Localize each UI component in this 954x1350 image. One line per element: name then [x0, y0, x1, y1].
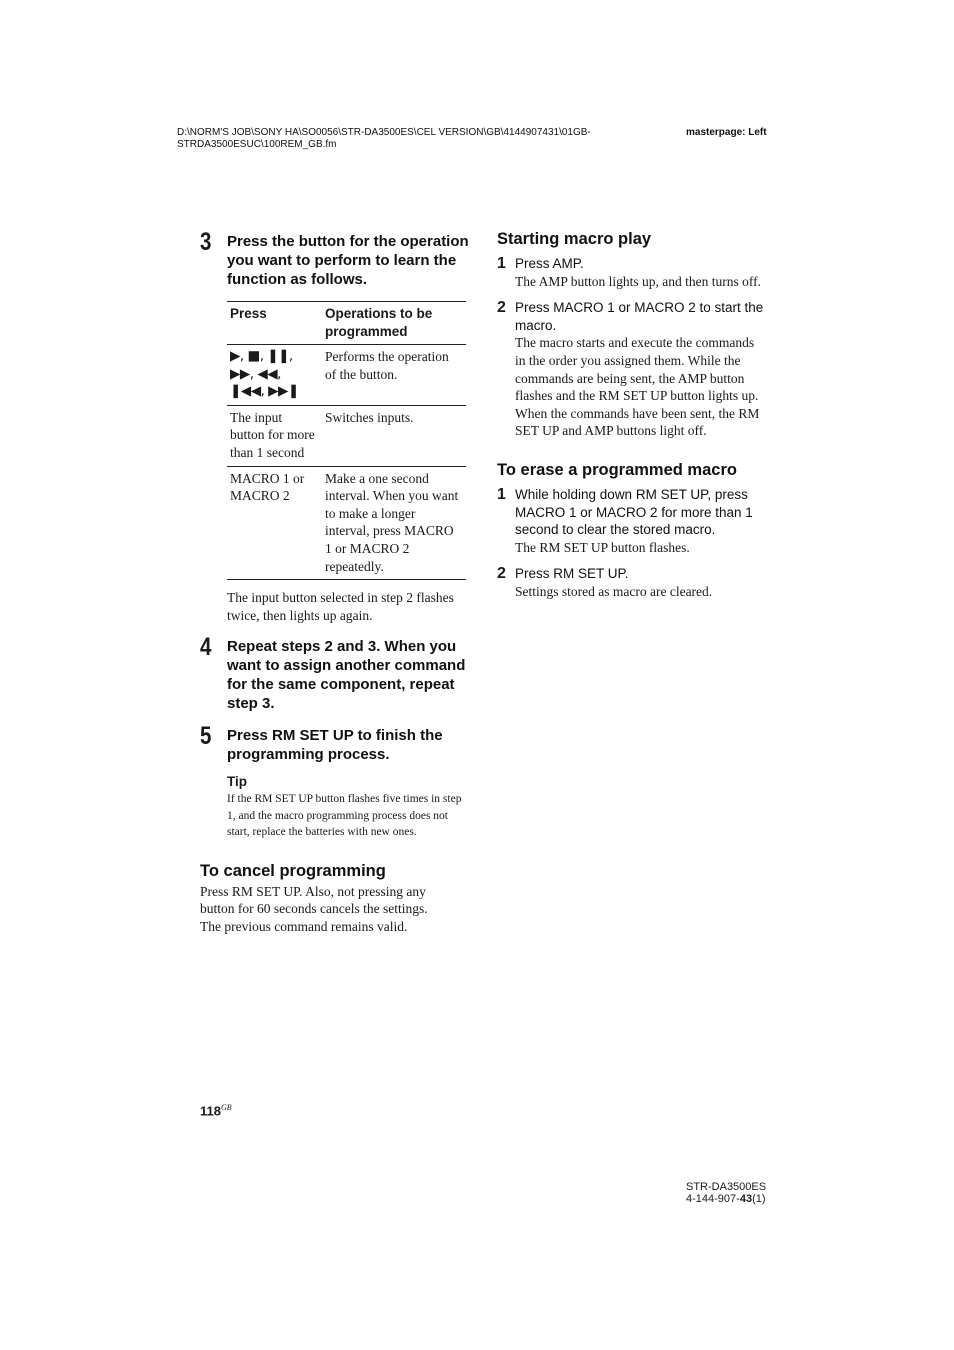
step-title: Press RM SET UP. [515, 566, 629, 582]
step-body: The AMP button lights up, and then turns off. [515, 273, 761, 289]
step-number: 2 [497, 565, 506, 583]
step-body: The macro starts and execute the commands in the order you assigned them. While the commands are being sent, the AMP button flashes and the RM SET UP button lights up. When the commands have been sent, the RM SET UP and AMP buttons light off. [515, 335, 760, 439]
step-4 [200, 633, 470, 713]
operation-cell: Performs the operation of the button. [322, 345, 466, 406]
step-body: The RM SET UP button flashes. [515, 539, 690, 555]
operations-table [227, 301, 466, 580]
document-code-bold: 43 [739, 1193, 753, 1205]
file-path [177, 127, 657, 151]
file-path-line-2: STRDA3500ESUC\100REM_GB.fm [177, 139, 337, 150]
step-title: Press AMP. [515, 256, 584, 271]
right-column [497, 229, 767, 601]
cancel-programming-heading: To cancel programming [200, 861, 386, 880]
step-3-note: The input button selected in step 2 flashes twice, then lights up again. [227, 590, 454, 623]
operation-cell: Switches inputs. [322, 405, 466, 466]
cancel-programming-text: Press RM SET UP. Also, not pressing any button for 60 seconds cancels the settings. The previous command remains valid. [200, 883, 428, 934]
macro-play-heading: Starting macro play [497, 230, 652, 248]
page-number [200, 1103, 232, 1118]
step-3 [200, 228, 470, 289]
step-number: 3 [200, 228, 212, 256]
erase-macro-heading: To erase a programmed macro [497, 460, 737, 479]
erase-step-2 [497, 565, 767, 600]
document-code [686, 1193, 766, 1205]
file-path-line-1: D:\NORM'S JOB\SONY HA\SO0056\STR-DA3500ES\CEL VERSION\GB\4144907431\01GB- [177, 127, 591, 138]
page-number-suffix: GB [220, 1103, 232, 1112]
tip-heading: Tip [227, 774, 247, 790]
step-title: Press RM SET UP to finish the programming process. [227, 727, 443, 764]
table-row [227, 345, 466, 406]
press-cell: MACRO 1 or MACRO 2 [227, 466, 322, 580]
playback-buttons-cell: ▶, ■, ❚❚, ▶▶, ◀◀, ❚◀◀, ▶▶❚ [227, 345, 322, 406]
document-code-prefix: 4-144-907- [686, 1193, 740, 1205]
table-header-row [227, 302, 466, 345]
page-number-value: 118 [200, 1103, 221, 1119]
step-body: Settings stored as macro are cleared. [515, 583, 713, 599]
step-number: 4 [200, 633, 212, 662]
table-row [227, 405, 466, 466]
step-title: Press the button for the operation you want to perform to learn the function as follows. [227, 233, 469, 288]
model-info [686, 1181, 766, 1205]
step-5 [200, 722, 470, 764]
step-number: 1 [497, 255, 506, 272]
column-header-operations: Operations to be programmed [322, 302, 466, 345]
step-title: Repeat steps 2 and 3. When you want to assign another command for the same component, repeat step 3. [227, 638, 466, 713]
tip-text: If the RM SET UP button flashes five times in step 1, and the macro programming process does not start, replace the batteries with new ones. [227, 793, 462, 839]
masterpage-label: masterpage: Left [686, 127, 767, 138]
erase-step-1 [497, 486, 767, 556]
step-title: While holding down RM SET UP, press MACRO 1 or MACRO 2 for more than 1 second to clear the stored macro. [515, 486, 753, 538]
column-header-press: Press [227, 302, 322, 345]
model-name: STR-DA3500ES [686, 1181, 767, 1193]
table-row [227, 466, 466, 580]
step-number: 2 [497, 299, 506, 317]
step-title: Press MACRO 1 or MACRO 2 to start the macro. [515, 300, 764, 333]
macro-play-step-1 [497, 255, 767, 290]
operation-cell: Make a one second interval. When you want to make a longer interval, press MACRO 1 or MACRO 2 repeatedly. [322, 466, 466, 580]
step-number: 1 [497, 485, 506, 503]
macro-play-step-2 [497, 299, 767, 440]
document-code-suffix: (1) [752, 1193, 766, 1205]
press-cell: The input button for more than 1 second [227, 405, 322, 466]
step-number: 5 [200, 722, 212, 751]
left-column [200, 228, 470, 936]
